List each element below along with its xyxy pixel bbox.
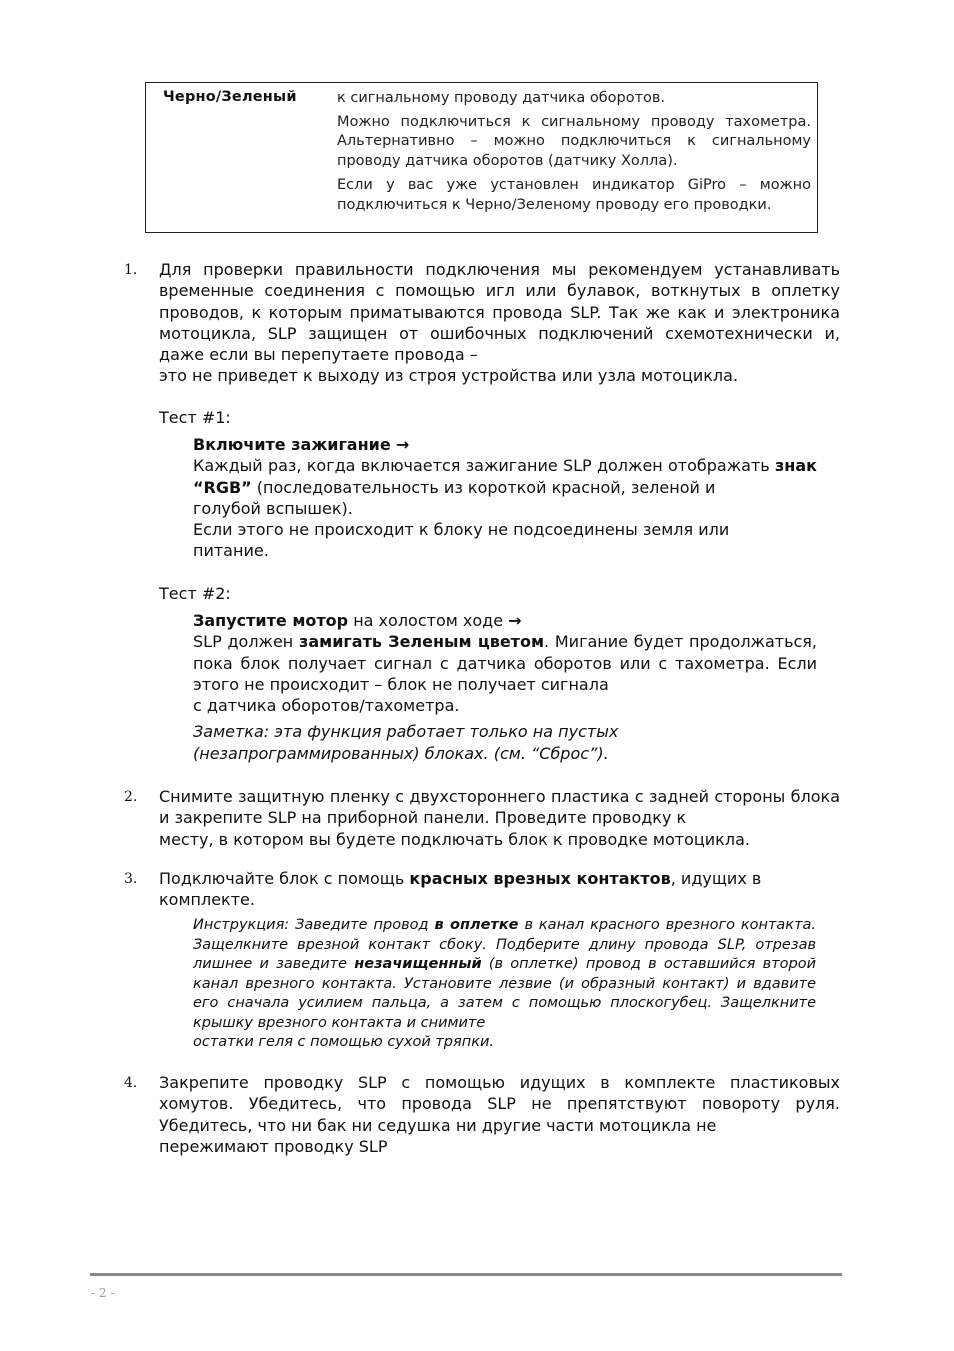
- test-1-paragraph-2: Если этого не происходит к блоку не подсоединены земля или: [193, 520, 730, 540]
- wire-color-label: Черно/Зеленый: [163, 89, 297, 105]
- list-text: [159, 1072, 840, 1157]
- instruction-note: [193, 916, 816, 1053]
- test-2-heading-bold: Запустите мотор: [193, 611, 349, 630]
- instruction-text: [193, 916, 816, 1033]
- test-2-paragraph: [193, 631, 817, 695]
- arrow-right-icon: →: [395, 435, 410, 454]
- paragraph-last-line: месту, в котором вы будете подключать блок к проводке мотоцикла.: [159, 829, 750, 849]
- test-1-paragraph-2-end: питание.: [193, 541, 269, 561]
- text-span: (последовательность из короткой красной, зеленой и: [256, 477, 716, 497]
- test-2-paragraph-end: с датчика оборотов/тахометра.: [193, 696, 460, 716]
- test-2-block: [193, 610, 817, 764]
- bold-span: незачищенный: [354, 956, 482, 972]
- test-1-paragraph-end: голубой вспышек).: [193, 498, 353, 518]
- arrow-right-icon: →: [508, 611, 522, 630]
- list-number: 2.: [124, 789, 138, 805]
- test-2-label: Тест #2:: [159, 584, 231, 603]
- bold-span: в оплетке: [434, 917, 519, 933]
- paragraph-last-line: это не приведет к выходу из строя устройства или узла мотоцикла.: [159, 366, 739, 386]
- test-2-note-end: (незапрограммированных) блоках. (см. “Сброс”).: [193, 743, 609, 763]
- text-span: SLP должен: [193, 632, 294, 652]
- list-text: [159, 868, 840, 911]
- text-span: . Мигание будет продолжаться, пока блок получает сигнал с датчика оборотов или с тахометра. Если этого не происходит – блок не получает сигнала: [193, 632, 818, 694]
- wire-desc-paragraph: Можно подключиться к сигнальному проводу тахометра. Альтернативно – можно подключиться к сигнальному проводу датчика оборотов (датчику Холла).: [337, 113, 811, 169]
- test-2-heading-rest: на холостом ходе: [353, 611, 504, 630]
- test-2-note: Заметка: эта функция работает только на пустых: [193, 722, 619, 742]
- paragraph-last-line: комплекте.: [159, 890, 255, 910]
- paragraph-last-line: пережимают проводку SLP: [159, 1136, 388, 1156]
- test-1-block: [193, 434, 817, 562]
- text-span: Подключайте блок с помощь: [159, 869, 405, 888]
- list-text: [159, 259, 840, 387]
- bold-span: замигать Зеленым цветом: [299, 632, 545, 652]
- test-1-heading: [193, 434, 817, 455]
- test-1-paragraph: [193, 455, 817, 498]
- test-1-heading-text: Включите зажигание: [193, 435, 391, 454]
- text-span: , идущих в: [670, 869, 762, 888]
- footer-divider: [90, 1273, 842, 1276]
- page-number: - 2 -: [91, 1286, 115, 1300]
- paragraph-text: Для проверки правильности подключения мы рекомендуем устанавливать временные соединения с помощью игл или булавок, воткнутых в оплетку проводов, к которым приматываются провода SLP. Так же как и электроника мотоцикла, SLP защищен от ошибочных подключений схемотехнически и, даже если вы перепутаете провода –: [159, 260, 840, 365]
- bold-span: знак “RGB”: [193, 456, 818, 497]
- wiring-table: [145, 82, 818, 233]
- text-span: в канал красного врезного контакта. Защелкните врезной контакт сбоку. Подберите длину провода SLP, отрезав лишнее и заведите: [193, 917, 817, 972]
- text-span: Каждый раз, когда включается зажигание SLP должен отображать: [193, 456, 770, 476]
- list-number: 4.: [124, 1075, 138, 1091]
- test-2-heading: [193, 610, 817, 631]
- text-span: (в оплетке) провод в оставшийся второй канал врезного контакта. Установите лезвие (и образный контакт) и вдавите его сначала усилием пальца, а затем с помощью плоскогубец. Защелкните крышку врезного контакта и снимите: [193, 956, 816, 1031]
- paragraph-text: Закрепите проводку SLP с помощью идущих в комплекте пластиковых хомутов. Убедитесь, что провода SLP не препятствуют повороту руля. Убедитесь, что ни бак ни седушка ни другие части мотоцикла не: [159, 1073, 840, 1135]
- paragraph-text: Снимите защитную пленку с двухстороннего пластика с задней стороны блока и закрепите SLP на приборной панели. Проведите проводку к: [159, 787, 840, 828]
- wire-description: [337, 89, 811, 220]
- list-text: [159, 786, 840, 850]
- test-1-label: Тест #1:: [159, 408, 231, 427]
- bold-span: красных врезных контактов: [409, 869, 671, 888]
- instruction-last-line: остатки геля с помощью сухой тряпки.: [193, 1034, 494, 1050]
- wire-desc-paragraph: Если у вас уже установлен индикатор GiPro – можно подключиться к Черно/Зеленому проводу его проводки.: [337, 177, 811, 213]
- wire-desc-line: к сигнальному проводу датчика оборотов.: [337, 90, 666, 106]
- list-number: 1.: [124, 262, 138, 278]
- list-number: 3.: [124, 871, 138, 887]
- paragraph-text: [159, 868, 840, 889]
- text-span: Инструкция: Заведите провод: [193, 917, 429, 933]
